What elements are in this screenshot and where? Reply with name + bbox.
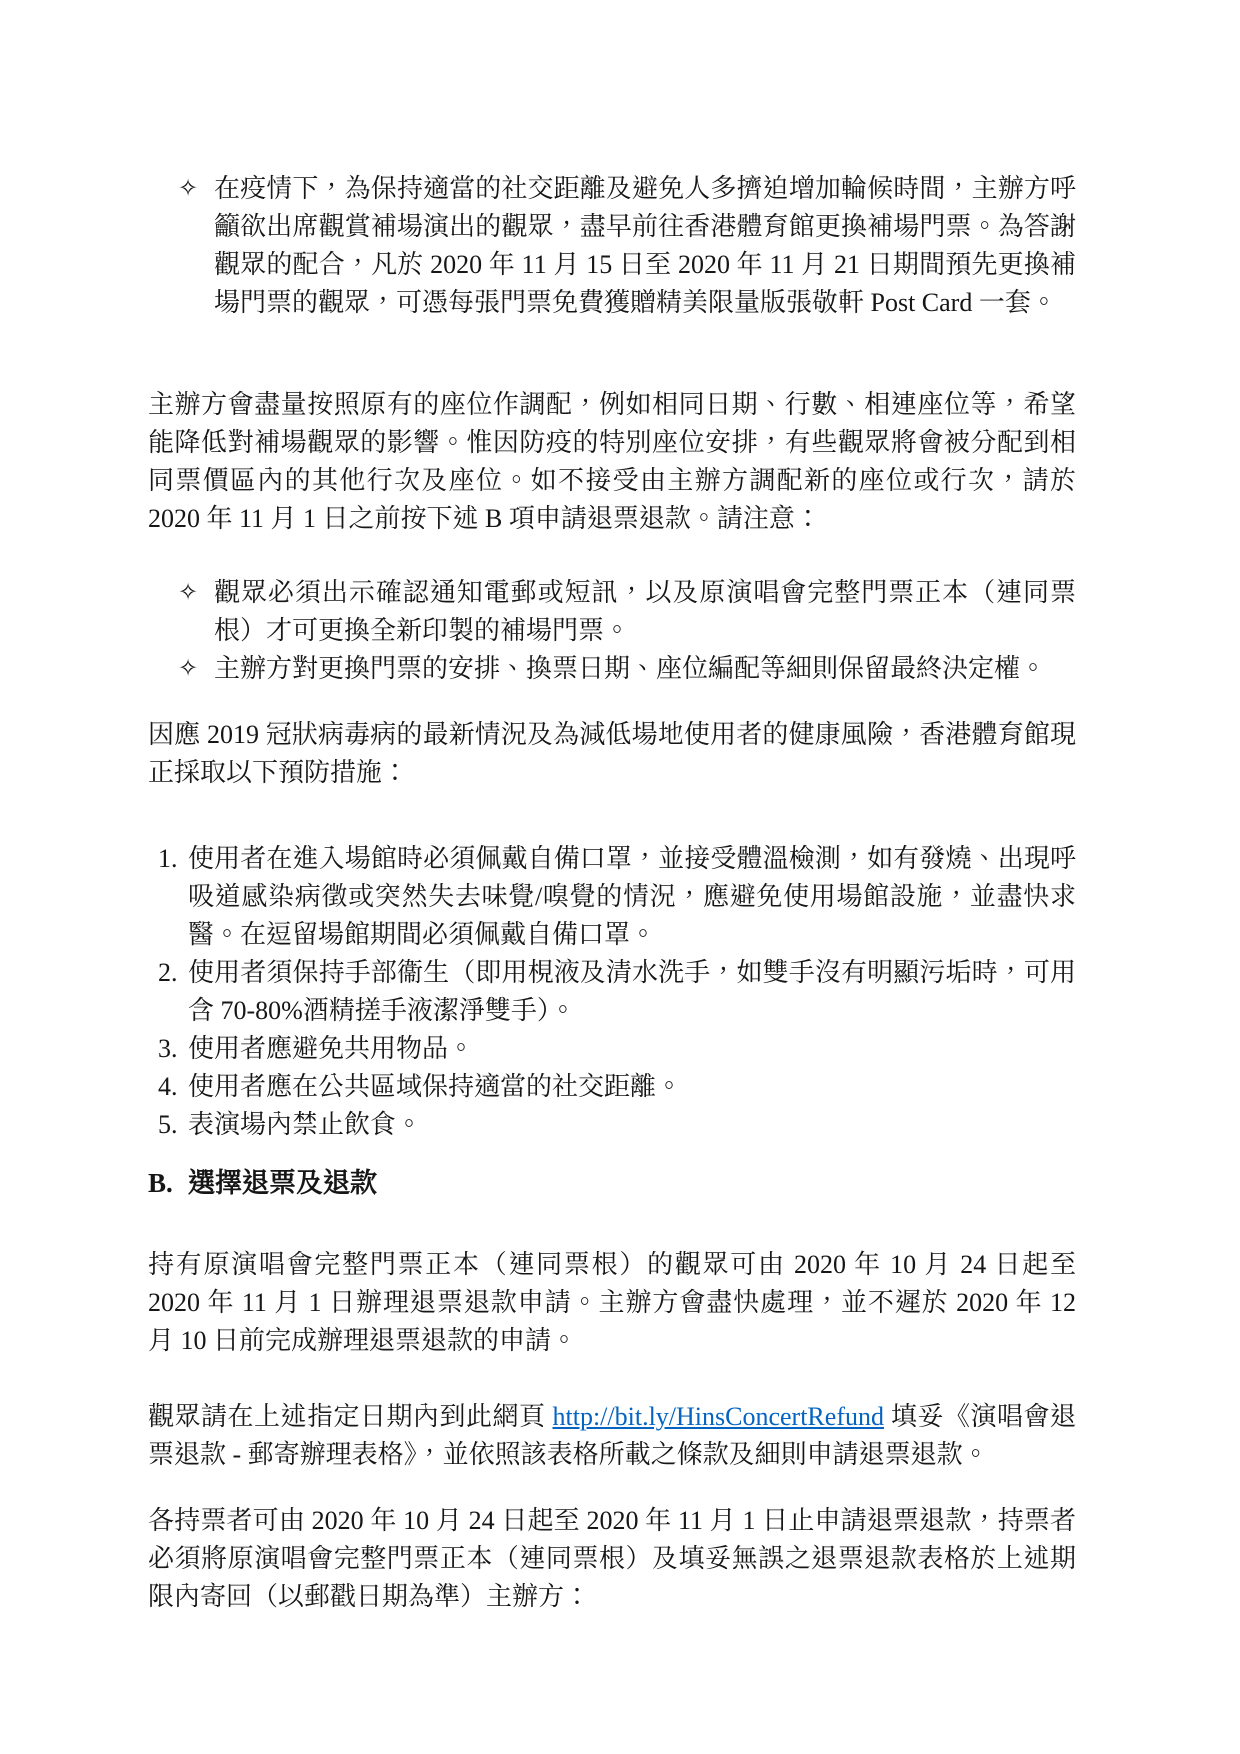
bullet-item-final-decision bbox=[148, 650, 1076, 688]
diamond-bullet-icon: ✧ bbox=[178, 176, 199, 202]
list-number: 2. bbox=[158, 958, 178, 987]
list-number: 5. bbox=[158, 1110, 178, 1139]
section-heading-refund bbox=[148, 1164, 1076, 1202]
list-item-precaution-5 bbox=[148, 1106, 1076, 1144]
list-item-text: 使用者在進入場館時必須佩戴自備口罩，並接受體溫檢測，如有發燒、出現呼吸道感染病徵或突然失去味覺/嗅覺的情況，應避免使用場館設施，並盡快求醫。在逗留場館期間必須佩戴自備口罩。 bbox=[188, 844, 1076, 949]
section-label: B. bbox=[148, 1168, 173, 1198]
paragraph-covid-measures-intro: 因應 2019 冠狀病毒病的最新情況及為減低場地使用者的健康風險，香港體育館現正採取以下預防措施： bbox=[148, 720, 1076, 787]
bullet-text-exchange-intro: 在疫情下，為保持適當的社交距離及避免人多擠迫增加輪候時間，主辦方呼籲欲出席觀賞補場演出的觀眾，盡早前往香港體育館更換補場門票。為答謝觀眾的配合，凡於 2020 年 11 月 15 日至 2020 年 11 月 21 日期間預先更換補場門票的觀眾，可憑每張門票免費獲贈精美限量版張敬軒 Post Card 一套。 bbox=[214, 174, 1076, 317]
online-form-text-before: 觀眾請在上述指定日期內到此網頁 bbox=[148, 1402, 553, 1431]
list-item-text: 使用者應避免共用物品。 bbox=[188, 1034, 475, 1063]
bullet-item-exchange-intro bbox=[148, 170, 1076, 322]
bullet-text-final-decision: 主辦方對更換門票的安排、換票日期、座位編配等細則保留最終決定權。 bbox=[214, 654, 1047, 683]
bullet-item-ticket-proof bbox=[148, 574, 1076, 650]
paragraph-online-form bbox=[148, 1398, 1076, 1474]
list-item-precaution-3 bbox=[148, 1030, 1076, 1068]
bullet-text-ticket-proof: 觀眾必須出示確認通知電郵或短訊，以及原演唱會完整門票正本（連同票根）才可更換全新印製的補場門票。 bbox=[214, 578, 1076, 645]
list-number: 1. bbox=[158, 844, 178, 873]
refund-form-link[interactable]: http://bit.ly/HinsConcertRefund bbox=[552, 1402, 884, 1431]
list-number: 3. bbox=[158, 1034, 178, 1063]
list-item-precaution-4 bbox=[148, 1068, 1076, 1106]
online-form-text-after: 填妥《演唱會退票退款 - 郵寄辦理表格》，並依照該表格所載之條款及細則申請退票退款。 bbox=[148, 1402, 1076, 1469]
paragraph-mail-back: 各持票者可由 2020 年 10 月 24 日起至 2020 年 11 月 1 日止申請退票退款，持票者必須將原演唱會完整門票正本（連同票根）及填妥無誤之退票退款表格於上述期限內寄回（以郵戳日期為準）主辦方： bbox=[148, 1506, 1076, 1611]
precautions-list bbox=[148, 840, 1076, 1144]
list-item-text: 使用者須保持手部衞生（即用梘液及清水洗手，如雙手沒有明顯污垢時，可用含 70-80%酒精搓手液潔淨雙手）。 bbox=[188, 958, 1076, 1025]
list-item-text: 表演場內禁止飲食。 bbox=[188, 1110, 423, 1139]
list-item-precaution-1 bbox=[148, 840, 1076, 954]
list-item-text: 使用者應在公共區域保持適當的社交距離。 bbox=[188, 1072, 683, 1101]
list-item-precaution-2 bbox=[148, 954, 1076, 1030]
section-title: 選擇退票及退款 bbox=[188, 1168, 377, 1198]
diamond-bullet-icon: ✧ bbox=[178, 656, 199, 682]
paragraph-seat-allocation: 主辦方會盡量按照原有的座位作調配，例如相同日期、行數、相連座位等，希望能降低對補場觀眾的影響。惟因防疫的特別座位安排，有些觀眾將會被分配到相同票價區內的其他行次及座位。如不接受由主辦方調配新的座位或行次，請於 2020 年 11 月 1 日之前按下述 B 項申請退票退款。請注意： bbox=[148, 390, 1076, 533]
diamond-bullet-icon: ✧ bbox=[178, 580, 199, 606]
paragraph-refund-period: 持有原演唱會完整門票正本（連同票根）的觀眾可由 2020 年 10 月 24 日起至 2020 年 11 月 1 日辦理退票退款申請。主辦方會盡快處理，並不遲於 2020 年 12 月 10 日前完成辦理退票退款的申請。 bbox=[148, 1250, 1076, 1355]
notes-bullet-list bbox=[148, 574, 1076, 688]
list-number: 4. bbox=[158, 1072, 178, 1101]
